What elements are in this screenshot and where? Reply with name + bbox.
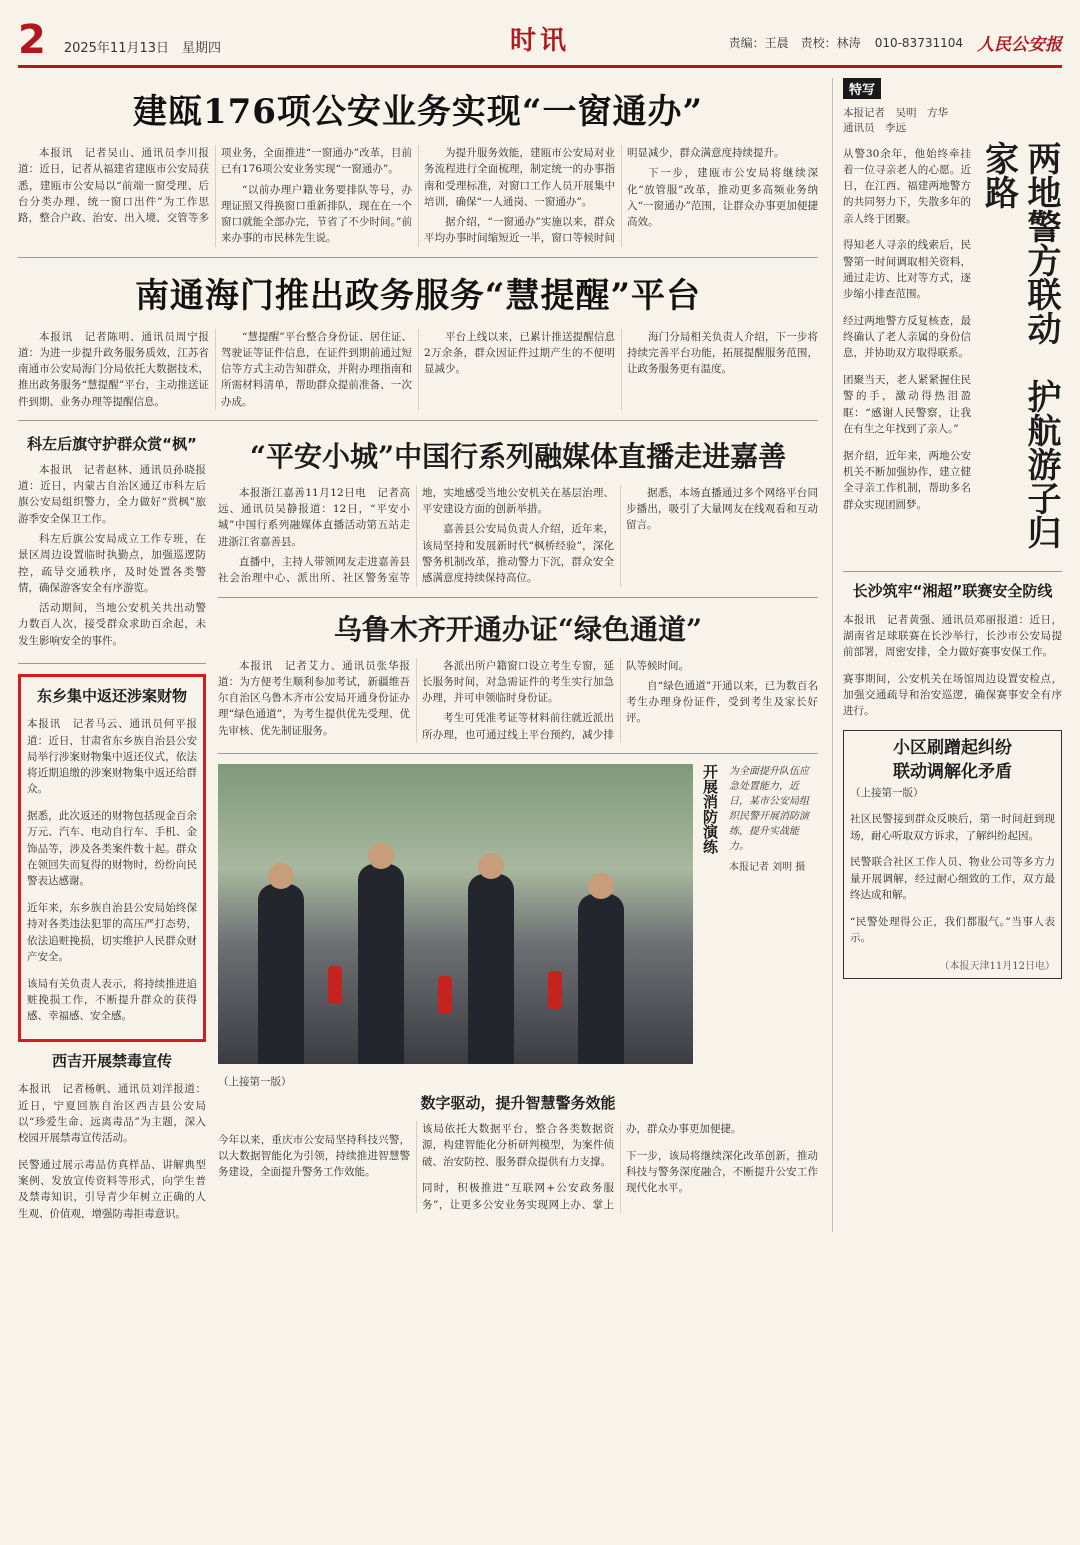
paragraph: 下一步，建瓯市公安局将继续深化“放管服”改革，推动更多高频业务纳入“一窗通办”范围，让群众办事更加便捷高效。 — [627, 167, 818, 229]
masthead-right — [729, 30, 1062, 60]
paragraph: 赛事期间，公安机关在场馆周边设置安检点，加强交通疏导和治安巡逻，确保赛事安全有序进行。 — [843, 672, 1062, 718]
paragraph: 本报讯 记者吴山、通讯员李川报道：近日，记者从福建省建瓯市公安局获悉，建瓯市公安局以“前端一窗受理、后台分类办理、统一窗口出件”为工作思路，整合户政、治安、出入境、交管等多项业务，全面推进“一窗通办”改革，目前已有176项公安业务实现“一窗通办”。 — [18, 147, 412, 225]
story-headline: 乌鲁木齐开通办证“绿色通道” — [333, 612, 703, 646]
paragraph: 各派出所户籍窗口设立考生专窗，延长服务时间，对急需证件的考生实行加急办理，并可申领临时身份证。 — [422, 659, 614, 705]
paragraph: 海门分局相关负责人介绍，下一步将持续完善平台功能，拓展提醒服务范围，让政务服务更有温度。 — [627, 330, 818, 376]
paragraph: “慧提醒”平台整合身份证、居住证、驾驶证等证件信息，在证件到期前通过短信等方式主动告知群众，并附办理指南和所需材料清单，帮助群众提前准备、一次办成。 — [221, 330, 412, 408]
story-headline: “平安小城”中国行系列融媒体直播走进嘉善 — [249, 439, 787, 473]
photo-vertical-caption: 开展消防演练 — [700, 763, 719, 854]
photo-credit: 本报记者 刘明 摄 — [728, 861, 806, 873]
paragraph: 社区民警接到群众反映后，第一时间赶到现场，耐心听取双方诉求，了解纠纷起因。 — [850, 813, 1055, 842]
paragraph: 考生可凭准考证等材料前往就近派出所办理，也可通过线上平台预约，减少排队等候时间。 — [422, 659, 689, 741]
continued-note: （上接第一版） — [850, 786, 924, 799]
paragraph: 今年以来，重庆市公安局坚持科技兴警，以大数据智能化为引领，持续推进智慧警务建设，全面提升警务工作效能。 — [218, 1133, 410, 1179]
paragraph: 本报讯 记者黄强、通讯员邓丽报道：近日，湖南省足球联赛在长沙举行，长沙市公安局提前部署，周密安排，全力做好赛事安保工作。 — [843, 613, 1062, 659]
story-chongqing — [218, 1074, 818, 1213]
side-box-body — [850, 785, 1055, 947]
paragraph: 平台上线以来，已累计推送提醒信息2万余条，群众因证件过期产生的不便明显减少。 — [424, 330, 615, 376]
main-column — [18, 78, 818, 1232]
right-stories — [218, 431, 818, 1233]
paragraph: 经过两地警方反复核查，最终确认了老人亲属的身份信息，并协助双方取得联系。 — [843, 314, 971, 360]
paragraph: 自“绿色通道”开通以来，已为数百名考生办理身份证件，受到考生及家长好评。 — [626, 679, 818, 725]
story-body — [18, 145, 818, 247]
paragraph: 本报讯 记者赵林、通讯员孙晓报道：近日，内蒙古自治区通辽市科左后旗公安局组织警力，全力做好“赏枫”旅游季安全保卫工作。 — [18, 463, 206, 525]
side-sub-headline: 长沙筑牢“湘超”联赛安全防线 — [843, 571, 1062, 601]
officer-figure — [258, 884, 304, 1064]
story-dongxiang-highlight — [18, 674, 206, 1042]
paragraph: 为提升服务效能，建瓯市公安局对业务流程进行全面梳理，制定统一的办事指南和受理标准，对窗口工作人员开展集中培训，确保“一人通岗、一窗通办”。 — [424, 147, 615, 208]
side-box-headline: 小区刷蹭起纠纷 联动调解化矛盾 — [893, 738, 1012, 782]
story-haimen — [18, 268, 818, 421]
photo-caption — [729, 764, 818, 1064]
paragraph: 据悉，此次返还的财物包括现金百余万元、汽车、电动自行车、手机、金饰品等，涉及各类案件数十起。群众在领回失而复得的财物时，纷纷向民警表达感谢。 — [27, 810, 197, 888]
story-headline: 数字驱动，提升智慧警务效能 — [420, 1094, 616, 1113]
end-note: （本报天津11月12日电） — [939, 960, 1055, 972]
left-briefs — [18, 431, 206, 1233]
paragraph: 民警联合社区工作人员、物业公司等多方力量开展调解，经过耐心细致的工作，双方最终达成和解。 — [850, 856, 1055, 902]
editors: 责编：王晨 责校：林涛 — [728, 36, 861, 50]
story-body — [18, 329, 818, 410]
paragraph: 该局依托大数据平台，整合各类数据资源，构建智能化分析研判模型，为案件侦破、治安防控、服务群众提供有力支撑。 — [422, 1123, 614, 1168]
officer-head — [588, 873, 614, 899]
paragraph: 据悉，本场直播通过多个网络平台同步播出，吸引了大量网友在线观看和互动留言。 — [626, 486, 818, 532]
newspaper-logo: 人民公安报 — [977, 35, 1062, 55]
side-box-story — [843, 730, 1062, 979]
story-kezuohouqi — [18, 433, 206, 664]
paragraph: 近年来，东乡族自治县公安局始终保持对各类违法犯罪的高压严打态势，依法追赃挽损，切实维护人民群众财产安全。 — [27, 902, 197, 963]
story-body — [18, 462, 206, 649]
fire-extinguisher-icon — [438, 976, 452, 1014]
paragraph: 该局有关负责人表示，将持续推进追赃挽损工作，不断提升群众的获得感、幸福感、安全感。 — [27, 977, 197, 1023]
paragraph: 从警30余年，他始终牵挂着一位寻亲老人的心愿。近日，在江西、福建两地警方的共同努力下，失散多年的亲人终于团聚。 — [843, 147, 971, 225]
side-sub-body — [843, 612, 1062, 720]
story-body — [218, 485, 818, 587]
paragraph: 本报讯 记者马云、通讯员何平报道：近日，甘肃省东乡族自治县公安局举行涉案财物集中返还仪式，依法将近期追缴的涉案财物集中返还给群众。 — [27, 718, 197, 796]
story-headline: 建瓯176项公安业务实现“一窗通办” — [132, 92, 704, 132]
paragraph: 直播中，主持人带领网友走进嘉善县社会治理中心、派出所、社区警务室等地，实地感受当地公安机关在基层治理、平安建设方面的创新举措。 — [218, 486, 614, 585]
fire-extinguisher-icon — [548, 971, 562, 1009]
story-headline: 东乡集中返还涉案财物 — [36, 686, 187, 705]
story-body — [18, 1081, 206, 1222]
issue-date: 2025年11月13日 星期四 — [63, 41, 222, 56]
paragraph: 据介绍，“一窗通办”实施以来，群众平均办事时间缩短近一半，窗口等候时间明显减少，群众满意度持续提升。 — [424, 147, 785, 245]
masthead — [18, 10, 1062, 68]
section-title: 时讯 — [509, 26, 571, 56]
paragraph: 据介绍，近年来，两地公安机关不断加强协作，建立健全寻亲工作机制，帮助多名群众实现团圆梦。 — [843, 449, 971, 511]
paragraph: 得知老人寻亲的线索后，民警第一时间调取相关资料，通过走访、比对等方式，逐步缩小排查范围。 — [843, 239, 971, 301]
fire-extinguisher-icon — [328, 966, 342, 1004]
story-body — [218, 1121, 818, 1213]
phone-number: 010-83731104 — [874, 35, 963, 50]
paragraph: “以前办理户籍业务要排队等号，办理证照又得换窗口重新排队，现在在一个窗口就能全部办完，节省了不少时间。”前来办事的市民林先生说。 — [221, 183, 412, 245]
side-headline: 两地警方联动 护航游子归家路 — [978, 141, 1061, 549]
paragraph: “民警处理得公正，我们都服气。”当事人表示。 — [850, 915, 1055, 945]
paragraph: 本报讯 记者杨帆、通讯员刘洋报道：近日，宁夏回族自治区西吉县公安局以“珍爱生命、远离毒品”为主题，深入校园开展禁毒宣传活动。 — [18, 1083, 206, 1145]
story-xiji — [18, 1050, 206, 1222]
paragraph: 嘉善县公安局负责人介绍，近年来，该局坚持和发展新时代“枫桥经验”，深化警务机制改革，推动警力下沉，群众安全感满意度持续保持高位。 — [422, 523, 614, 585]
story-jianou — [18, 84, 818, 258]
paragraph: 科左后旗公安局成立工作专班，在景区周边设置临时执勤点，加强巡逻防控，疏导交通秩序，及时处置各类警情，确保游客安全有序游览。 — [18, 532, 206, 594]
paragraph: 活动期间，当地公安机关共出动警力数百人次，接受群众求助百余起，未发生影响安全的事件。 — [18, 602, 206, 647]
feature-tag: 特写 — [843, 78, 881, 99]
paragraph: 团聚当天，老人紧紧握住民警的手，激动得热泪盈眶：“感谢人民警察，让我在有生之年找到了亲人。” — [843, 374, 971, 435]
officer-head — [478, 853, 504, 879]
officer-figure — [468, 874, 514, 1064]
page-number: 2 — [18, 17, 46, 63]
officer-head — [268, 863, 294, 889]
story-headline: 南通海门推出政务服务“慧提醒”平台 — [134, 275, 702, 316]
officer-figure — [358, 864, 404, 1064]
paragraph: 本报讯 记者陈明、通讯员周宁报道：为进一步提升政务服务质效，江苏省南通市公安局海门分局依托大数据技术，推出政务服务“慧提醒”平台，主动推送证件到期、业务办理等提醒信息。 — [18, 330, 209, 408]
side-column — [832, 78, 1062, 1232]
officer-figure — [578, 894, 624, 1064]
story-body — [27, 716, 197, 1024]
story-urumqi — [218, 608, 818, 754]
story-body — [218, 658, 818, 743]
side-byline: 本报记者 吴明 方华 通讯员 李远 — [843, 107, 948, 134]
photo-block — [218, 764, 818, 1064]
continued-note: （上接第一版） — [218, 1075, 292, 1088]
caption-text: 为全面提升队伍应急处置能力，近日，某市公安局组织民警开展消防演练，提升实战能力。 — [728, 765, 809, 852]
paragraph: 同时，积极推进“互联网+公安政务服务”，让更多公安业务实现网上办、掌上办，群众办事更加便捷。 — [422, 1123, 742, 1211]
paragraph: 本报讯 记者艾力、通讯员张华报道：为方便考生顺利参加考试，新疆维吾尔自治区乌鲁木齐市公安局开通身份证办理“绿色通道”，为考生提供优先受理、优先审核、优先制证服务。 — [218, 659, 410, 737]
officer-head — [368, 843, 394, 869]
paragraph: 下一步，该局将继续深化改革创新，推动科技与警务深度融合，不断提升公安工作现代化水平。 — [626, 1149, 818, 1195]
paragraph: 民警通过展示毒品仿真样品、讲解典型案例、发放宣传资料等形式，向学生普及禁毒知识，引导青少年树立正确的人生观、价值观，增强防毒拒毒意识。 — [18, 1158, 206, 1220]
story-headline: 西吉开展禁毒宣传 — [51, 1051, 172, 1070]
fire-drill-photo — [218, 764, 693, 1064]
paragraph: 本报浙江嘉善11月12日电 记者高远、通讯员吴静报道：12日，“平安小城”中国行系列融媒体直播活动第五站走进浙江省嘉善县。 — [218, 486, 410, 548]
story-jiashan — [218, 435, 818, 598]
story-headline: 科左后旗守护群众赏“枫” — [27, 434, 197, 453]
